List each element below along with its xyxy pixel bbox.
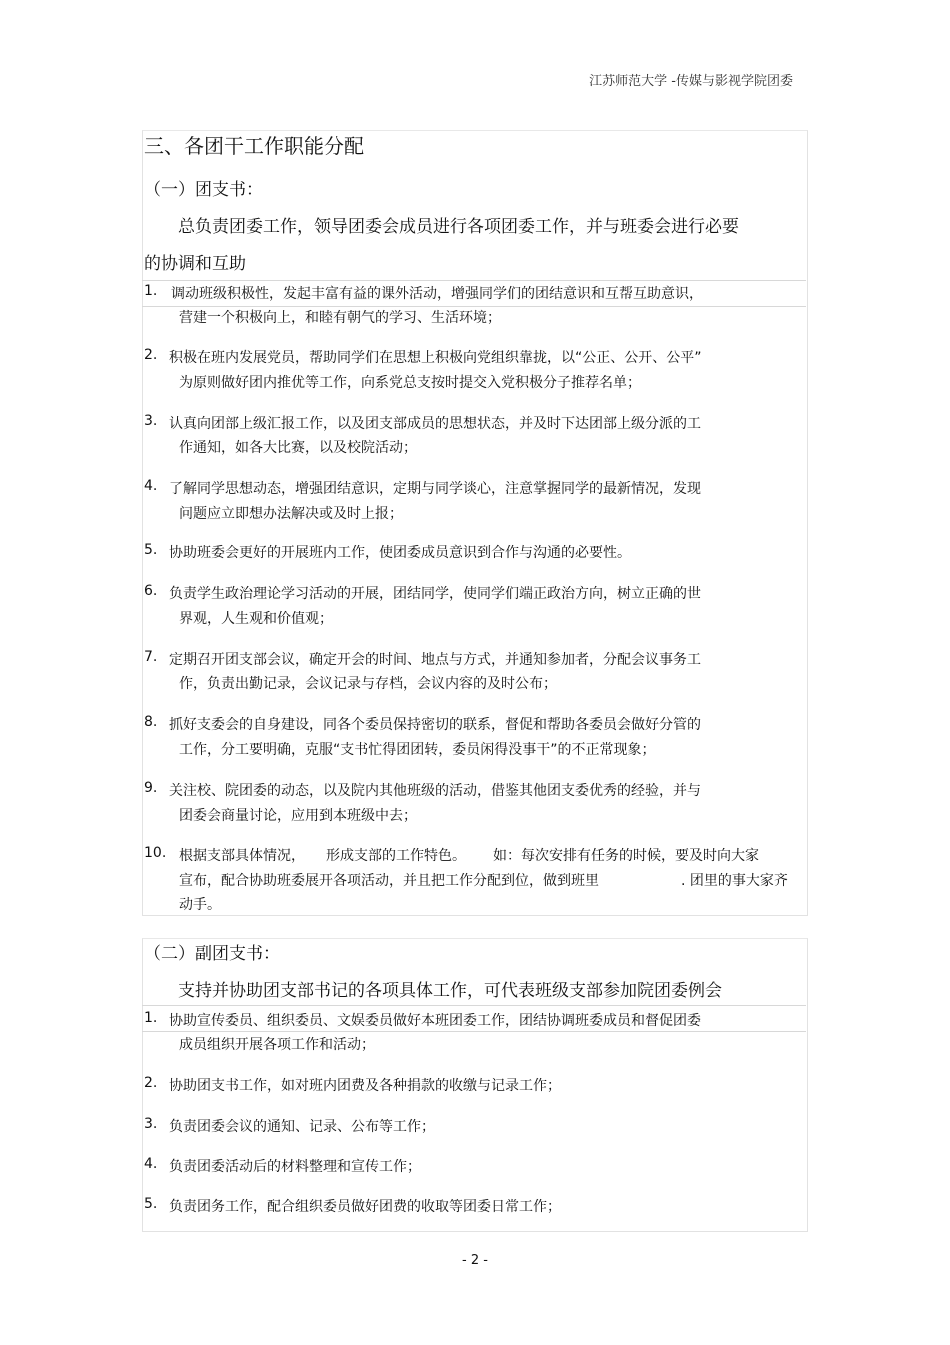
list-item-number: 4. [144,478,158,494]
list-item-text-cont: 问题应立即想办法解决或及时上报； [179,506,403,522]
list-item-text-cont: 作，负责出勤记录，会议记录与存档，会议内容的及时公布； [179,676,557,692]
list-item-text-cont: 工作，分工要明确，克服“支书忙得团团转，委员闲得没事干”的不正常现象； [179,742,656,758]
list-item-number: 5. [144,542,158,558]
list-item-number: 7. [144,649,158,665]
list-item-text: 负责团委会议的通知、记录、公布等工作； [169,1119,435,1135]
list-item-text-cont: 界观，人生观和价值观； [179,611,333,627]
list-item-text: 了解同学思想动态，增强团结意识，定期与同学谈心，注意掌握同学的最新情况，发现 [169,481,701,497]
list-item-number: 8. [144,714,158,730]
list-item-text: 积极在班内发展党员，帮助同学们在思想上积极向党组织靠拢，以“公正、公开、公平” [169,350,702,366]
part1-intro-line1: 总负责团委工作，领导团委会成员进行各项团委工作，并与班委会进行必要 [178,217,739,237]
part2-intro: 支持并协助团支部书记的各项具体工作，可代表班级支部参加院团委例会 [178,981,722,1001]
part2-title: （二）副团支书： [144,944,280,964]
list-item-number: 1. [144,1010,158,1026]
list-item-text: 根据支部具体情况， [179,848,305,864]
part1-title: （一）团支书： [144,180,263,200]
list-item-text: 关注校、院团委的动态，以及院内其他班级的活动，借鉴其他团支委优秀的经验，并与 [169,783,701,799]
list-item-text-cont: 为原则做好团内推优等工作，向系党总支按时提交入党积极分子推荐名单； [179,375,641,391]
list-item-number: 10. [144,845,167,861]
list-item-text-cont: . 团里的事大家齐 [681,873,788,889]
list-item-text: 定期召开团支部会议，确定开会的时间、地点与方式，并通知参加者，分配会议事务工 [169,652,701,668]
list-item-text-cont: 团委会商量讨论，应用到本班级中去； [179,808,417,824]
list-item-text-cont: 成员组织开展各项工作和活动； [179,1037,375,1053]
list-item-number: 4. [144,1156,158,1172]
list-item-number: 2. [144,1075,158,1091]
section-title: 三、各团干工作职能分配 [144,134,364,158]
list-item-number: 3. [144,1116,158,1132]
list-item-text: 协助班委会更好的开展班内工作，使团委成员意识到合作与沟通的必要性。 [169,545,631,561]
list-item-number: 6. [144,583,158,599]
page-header: 江苏师范大学 -传媒与影视学院团委 [589,74,793,89]
list-item-text-cont: 宣布，配合协助班委展开各项活动，并且把工作分配到位，做到班里 [179,873,599,889]
list-item-text: 如：每次安排有任务的时候，要及时向大家 [493,848,759,864]
page-number: - 2 - [462,1253,488,1268]
list-item-text-cont: 作通知，如各大比赛，以及校院活动； [179,440,417,456]
list-item-number: 3. [144,413,158,429]
part1-intro-line2: 的协调和互助 [144,254,246,274]
list-item-text: 调动班级积极性，发起丰富有益的课外活动，增强同学们的团结意识和互帮互助意识， [171,286,703,302]
list-item-number: 1. [144,283,158,299]
list-item-text: 协助团支书工作，如对班内团费及各种捐款的收缴与记录工作； [169,1078,561,1094]
list-item-text-cont: 动手。 [179,897,221,913]
list-item-number: 9. [144,780,158,796]
divider [142,1031,806,1032]
list-item-text-cont: 营建一个积极向上，和睦有朝气的学习、生活环境； [179,310,501,326]
list-item-text: 负责团务工作，配合组织委员做好团费的收取等团委日常工作； [169,1199,561,1215]
list-item-text: 认真向团部上级汇报工作，以及团支部成员的思想状态，并及时下达团部上级分派的工 [169,416,701,432]
list-item-text: 抓好支委会的自身建设，同各个委员保持密切的联系，督促和帮助各委员会做好分管的 [169,717,701,733]
list-item-text: 负责学生政治理论学习活动的开展，团结同学，使同学们端正政治方向，树立正确的世 [169,586,701,602]
divider [142,280,806,281]
list-item-text: 协助宣传委员、组织委员、文娱委员做好本班团委工作，团结协调班委成员和督促团委 [169,1013,701,1029]
list-item-number: 2. [144,347,158,363]
list-item-text: 负责团委活动后的材料整理和宣传工作； [169,1159,421,1175]
list-item-text: 形成支部的工作特色。 [326,848,466,864]
divider [142,1005,806,1006]
list-item-number: 5. [144,1196,158,1212]
